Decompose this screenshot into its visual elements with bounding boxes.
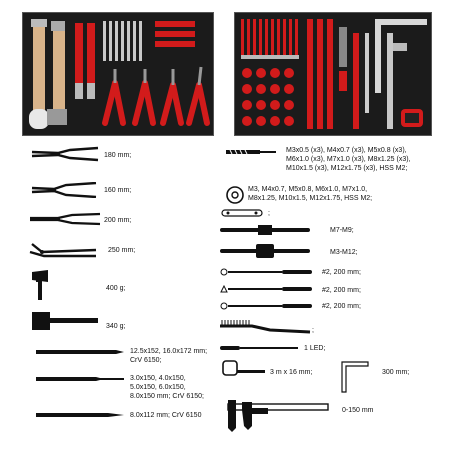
item-label-taps-3: M10x1.5 (x3), M12x1.75 (x3), HSS M2; [286,165,408,172]
die-icon [226,186,244,204]
item-label-file-3: #2, 200 mm; [322,303,361,310]
item-label-water-pump-pliers: 250 mm; [108,247,136,254]
machinist-hammer-icon [30,268,90,302]
item-label-tape-measure: 3 m x 16 mm; [270,369,313,376]
item-label-rubber-mallet: 340 g; [106,323,126,330]
caliper-icon [218,398,330,434]
item-label-caliper: 0-150 mm [342,407,374,414]
item-label-pick-up-tool: 1 LED; [304,345,326,352]
item-label-tap-wrench-large: M7-M9; [330,227,354,234]
left-tray-photo [22,12,214,136]
item-label-punch-3: 8.0x150 mm; CrV 6150; [130,393,204,400]
pin-punch-icon [36,376,126,382]
item-label-machinist-hammer: 400 g; [106,285,126,292]
tap-icon [226,148,276,156]
water-pump-pliers-icon [28,240,98,260]
diagonal-pliers-icon [30,182,98,198]
combination-pliers-icon [30,146,100,162]
item-label-dies-2: M8x1.25, M10x1.5, M12x1.75, HSS M2; [248,195,373,202]
file-icon-2 [220,285,312,293]
item-label-tap-wrench-small: M3-M12; [330,249,358,256]
wire-brush-icon [220,318,312,336]
item-label-punch-2: 5.0x150, 6.0x150, [130,384,186,391]
square-icon [340,360,370,394]
die-adapter-icon [220,208,264,218]
item-label-flat-chisel-1: 12.5x152, 16.0x172 mm; [130,348,208,355]
long-nose-pliers-icon [28,212,102,226]
file-icon-1 [220,268,312,276]
item-label-square: 300 mm; [382,369,410,376]
item-label-taps-2: M6x1.0 (x3), M7x1.0 (x3), M8x1.25 (x3), [286,156,411,163]
item-label-die-adapter: ; [268,210,270,217]
rubber-mallet-icon [30,310,100,334]
item-label-file-2: #2, 200 mm; [322,287,361,294]
item-label-punch-1: 3.0x150, 4.0x150, [130,375,186,382]
right-tray-photo [234,12,432,136]
item-label-diagonal-pliers: 160 mm; [104,187,132,194]
pick-up-tool-icon [220,345,300,351]
item-label-file-1: #2, 200 mm; [322,269,361,276]
tape-measure-icon [222,360,266,376]
item-label-center-punch: 8.0x112 mm; CrV 6150 [130,412,202,419]
center-punch-icon [36,412,126,418]
item-label-taps-1: M3x0.5 (x3), M4x0.7 (x3), M5x0.8 (x3), [286,147,407,154]
item-label-combination-pliers: 180 mm; [104,152,132,159]
item-label-wire-brush: ; [312,327,314,334]
item-label-long-nose-pliers: 200 mm; [104,217,132,224]
tap-wrench-large-icon [220,224,310,236]
flat-chisel-icon [36,348,126,356]
file-icon-3 [220,302,312,310]
item-label-flat-chisel-2: CrV 6150; [130,357,162,364]
tap-wrench-small-icon [220,244,310,258]
item-label-dies-1: M3, M4x0.7, M5x0.8, M6x1.0, M7x1.0, [248,186,368,193]
